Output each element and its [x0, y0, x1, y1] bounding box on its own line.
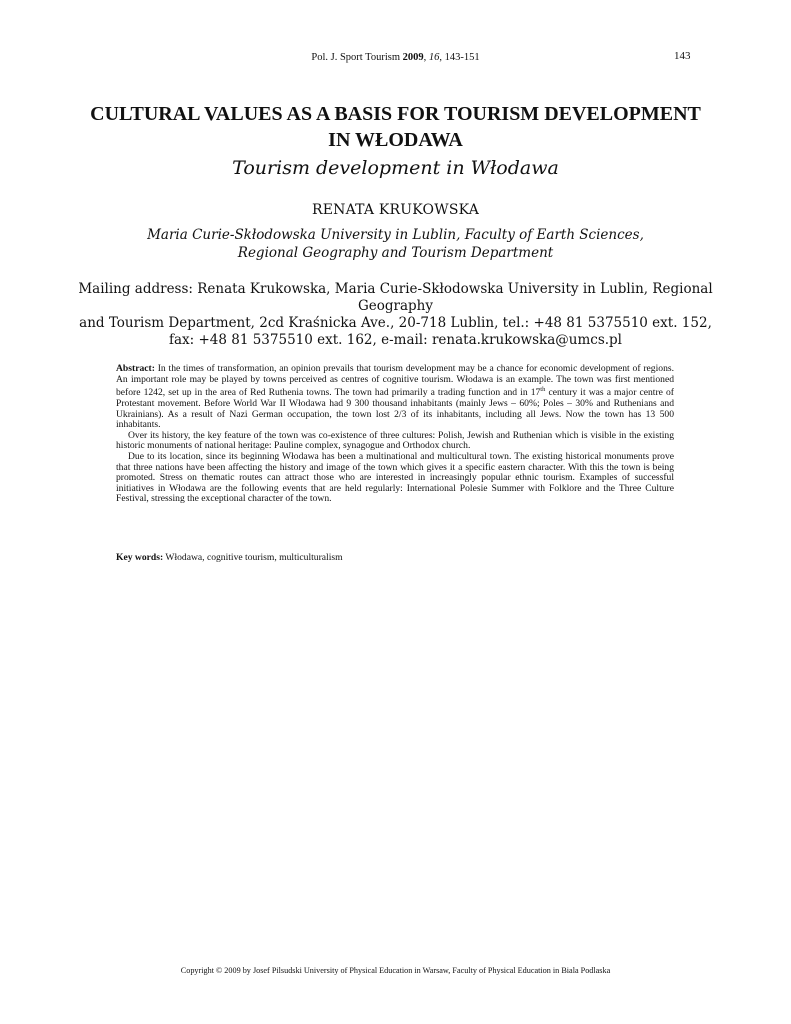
affiliation-line-1: Maria Curie-Skłodowska University in Lublin, Faculty of Earth Sciences, — [147, 227, 644, 243]
keywords — [116, 552, 674, 563]
mailing-line-3: fax: +48 81 5375510 ext. 162, e-mail: renata.krukowska@umcs.pl — [168, 332, 623, 348]
journal-name: Pol. J. Sport Tourism — [311, 52, 403, 63]
journal-citation — [0, 52, 791, 63]
copyright-footer: Copyright © 2009 by Josef Pilsudski University of Physical Education in Warsaw, Faculty of Physical Education in Biala Podlaska — [180, 966, 611, 975]
paper-title — [60, 101, 731, 153]
keywords-label: Key words: — [116, 552, 164, 563]
journal-volume: 16 — [428, 52, 440, 63]
paper-subtitle: Tourism development in Włodawa — [232, 157, 559, 179]
citation-separator: , — [423, 52, 429, 63]
affiliation-line-2: Regional Geography and Tourism Department — [237, 245, 554, 261]
abstract-paragraph-3: Due to its location, since its beginning Włodawa has been a multinational and multicultural town. The existing historical monuments prove that three nations have been affecting the history and image of the town which gives it a specific eastern character. With this the town is being promoted. Stress on thematic routes can attract those who are interested in increasingly popular ethnic tourism. Examples of successful initiatives in Włodawa are the following events that are held regularly: International Polesie Summer with Folklore and the Three Culture Festival, stressing the exceptional character of the town. — [116, 450, 674, 505]
author-affiliation — [60, 226, 731, 262]
journal-year: 2009 — [402, 52, 424, 63]
author-name: RENATA KRUKOWSKA — [311, 202, 480, 218]
abstract-text-1a: In the times of transformation, an opinion prevails that tourism development may be a chance for economic development of regions. An important role may be played by towns perceived as centres of cognitive tourism. Włodawa is an example. The town was first mentioned before 1242, set up in the area of Red Ruthenia towns. The town had primarily a trading function and in 17 — [116, 363, 674, 399]
title-line-1: CULTURAL VALUES AS A BASIS FOR TOURISM DEVELOPMENT — [90, 103, 701, 125]
keywords-text: Włodawa, cognitive tourism, multiculturalism — [163, 552, 343, 563]
abstract-superscript: th — [540, 386, 546, 394]
abstract-text-1b: century it was a major centre of Protestant movement. Before World War II Włodawa had 9 300 thousand inhabitants (mainly Jews – 60%; Poles – 30% and Ruthenians and Ukrainians). As a result of Nazi German occupation, the town lost 2/3 of its inhabitants, including all Jews. Now the town has 13 500 inhabitants. — [116, 387, 674, 431]
mailing-line-2: and Tourism Department, 2cd Kraśnicka Ave., 20-718 Lublin, tel.: +48 81 5375510 ext. 152, — [79, 315, 712, 331]
journal-pages: , 143-151 — [439, 52, 480, 63]
page-number: 143 — [674, 50, 691, 62]
title-line-2: IN WŁODAWA — [328, 129, 463, 151]
abstract — [116, 364, 674, 505]
abstract-paragraph-1 — [116, 364, 674, 431]
mailing-line-1: Mailing address: Renata Krukowska, Maria Curie-Skłodowska University in Lublin, Regional Geography — [78, 281, 713, 314]
mailing-address — [60, 281, 731, 349]
abstract-label: Abstract: — [116, 363, 155, 374]
abstract-paragraph-2: Over its history, the key feature of the town was co-existence of three cultures: Polish, Jewish and Ruthenian which is visible in the existing historic monuments of national heritage: Pauline complex, synagogue and Orthodox church. — [116, 429, 674, 452]
